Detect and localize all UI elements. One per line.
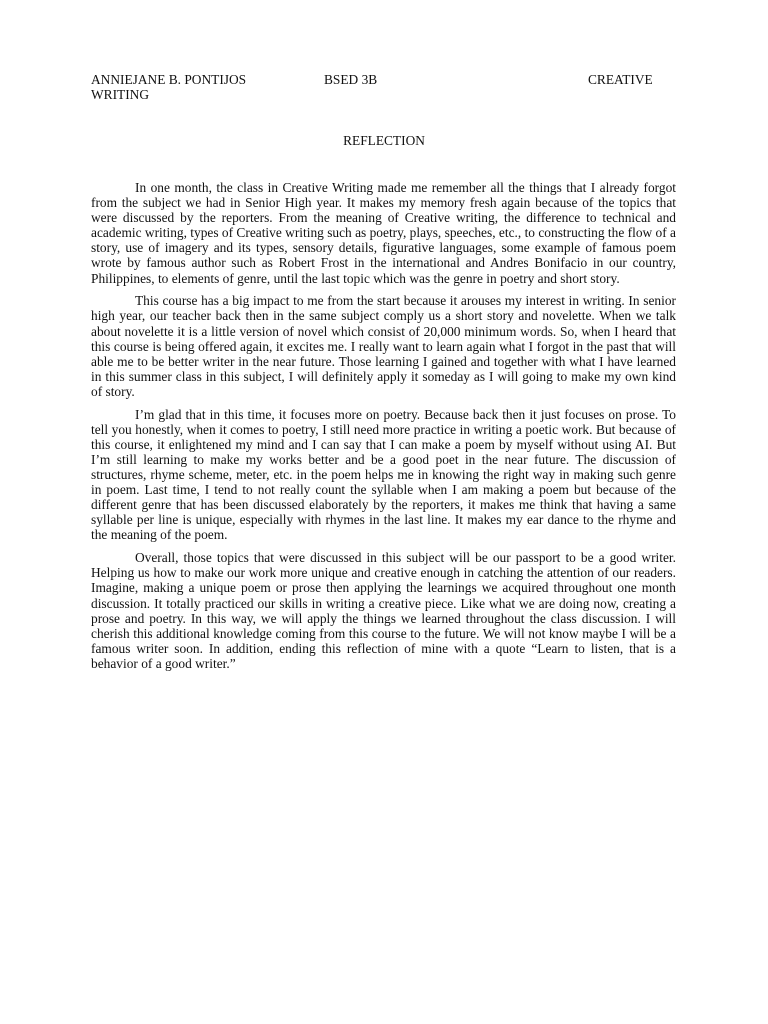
subject-text: CREATIVE WRITING	[91, 72, 653, 102]
section-label: BSED 3B	[324, 72, 378, 87]
paragraph: In one month, the class in Creative Writing made me remember all the things that I already forgot from the subject we had in Senior High year. It makes my memory fresh again because of the topics that were discussed by the reporters. From the meaning of Creative writing, the difference to technical and academic writing, types of Creative writing such as poetry, plays, speeches, etc., to constructing the flow of a story, use of imagery and its types, sensory details, figurative languages, some example of famous poem wrote by famous author such as Robert Frost in the international and Andres Bonifacio in our country, Philippines, to elements of genre, until the last topic which was the genre in poetry and short story.	[91, 180, 676, 286]
author-name: ANNIEJANE B. PONTIJOS	[91, 72, 247, 87]
document-body	[91, 180, 676, 679]
paragraph: Overall, those topics that were discussed in this subject will be our passport to be a good writer. Helping us how to make our work more unique and creative enough in catching the attention of our readers. Imagine, making a unique poem or prose then applying the learnings we acquired throughout one month discussion. It totally practiced our skills in writing a creative piece. Like what we are doing now, creating a prose and poetry. In this way, we will apply the things we learned throughout the class discussion. I will cherish this additional knowledge coming from this course to the future. We will not know maybe I will be a famous writer soon. In addition, ending this reflection of mine with a quote “Learn to listen, that is a behavior of a good writer.”	[91, 550, 676, 671]
subject-label	[91, 72, 676, 102]
page-title: REFLECTION	[343, 133, 425, 148]
paragraph: I’m glad that in this time, it focuses more on poetry. Because back then it just focuses on prose. To tell you honestly, when it comes to poetry, I still need more practice in writing a poetic work. But because of this course, it enlightened my mind and I can say that I can make a poem by myself without using AI. But I’m still learning to make my works better and be a good poet in the near future. The discussion of structures, rhyme scheme, meter, etc. in the poem helps me in knowing the right way in making such genre in poem. Last time, I tend to not really count the syllable when I am making a poem but because of the different genre that has been discussed elaborately by the reporters, it makes me think that having a same syllable per line is unique, especially with rhymes in the last line. It makes my ear dance to the rhyme and the meaning of the poem.	[91, 406, 676, 543]
paragraph: This course has a big impact to me from the start because it arouses my interest in writing. In senior high year, our teacher back then in the same subject comply us a short story and novelette. When we talk about novelette it is a little version of novel which consist of 20,000 minimum words. So, when I heard that this course is being offered again, it excites me. I really want to learn again what I forgot in the past that will able me to be better writer in the near future. Those learning I gained and together with what I have learned in this summer class in this subject, I will definitely apply it someday as I will going to make my own kind of story.	[91, 293, 676, 399]
